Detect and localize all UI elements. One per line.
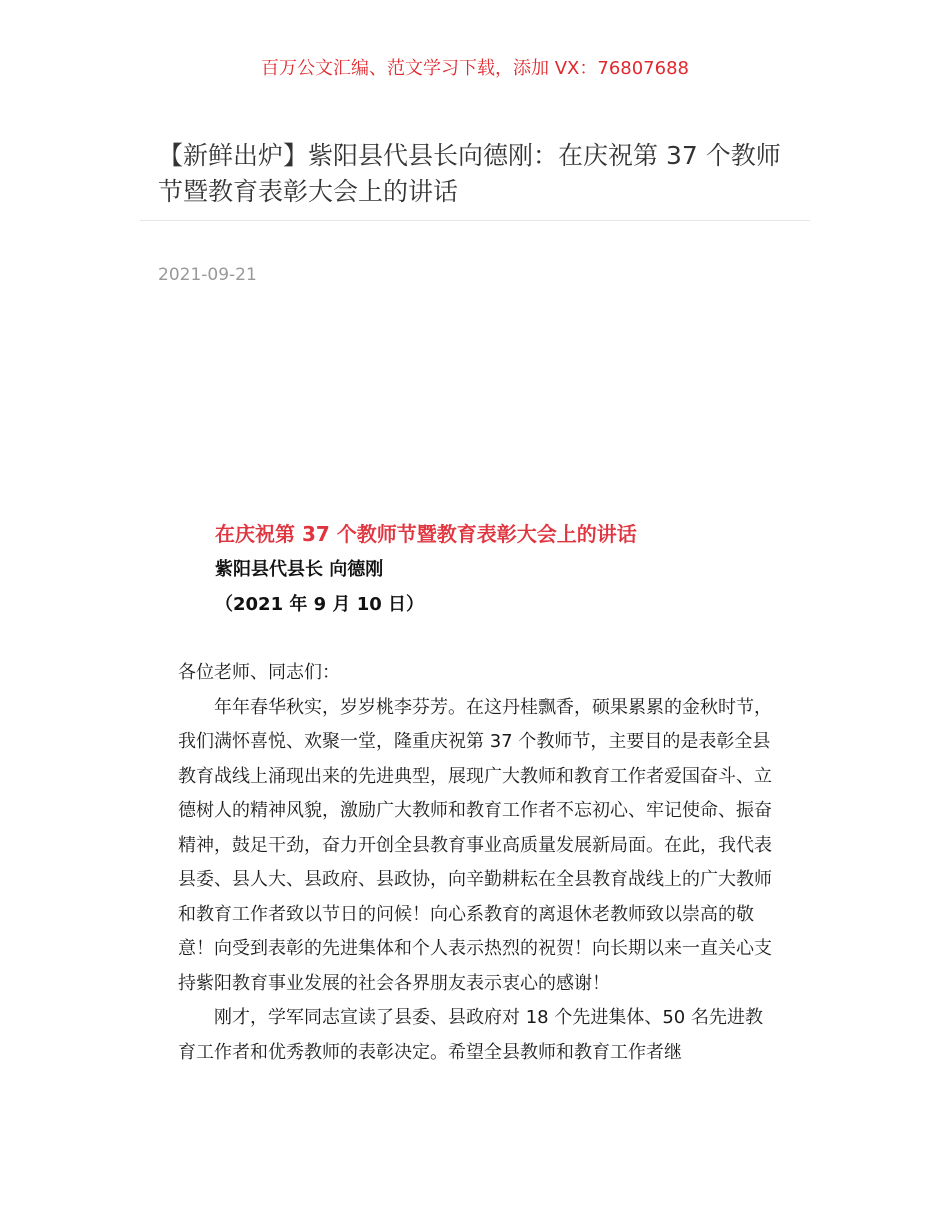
speech-date: （2021 年 9 月 10 日）	[215, 594, 425, 615]
speech-title: 在庆祝第 37 个教师节暨教育表彰大会上的讲话	[215, 522, 637, 546]
publish-date: 2021-09-21	[158, 265, 257, 285]
title-divider	[140, 220, 810, 221]
promo-banner: 百万公文汇编、范文学习下载，添加 VX：76807688	[261, 58, 689, 79]
speaker-line: 紫阳县代县长 向德刚	[215, 559, 384, 580]
salutation: 各位老师、同志们：	[178, 662, 340, 683]
speech-body	[178, 656, 774, 1070]
body-paragraph: 刚才，学军同志宣读了县委、县政府对 18 个先进集体、50 名先进教育工作者和优秀教师的表彰决定。希望全县教师和教育工作者继	[178, 1007, 763, 1063]
article-title: 【新鲜出炉】紫阳县代县长向德刚：在庆祝第 37 个教师节暨教育表彰大会上的讲话	[158, 141, 781, 206]
body-paragraph: 年年春华秋实，岁岁桃李芬芳。在这丹桂飘香，硕果累累的金秋时节，我们满怀喜悦、欢聚一堂，隆重庆祝第 37 个教师节，主要目的是表彰全县教育战线上涌现出来的先进典型，展现广大教师和教育工作者爱国奋斗、立德树人的精神风貌，激励广大教师和教育工作者不忘初心、牢记使命、振奋精神，鼓足干劲，奋力开创全县教育事业高质量发展新局面。在此，我代表县委、县人大、县政府、县政协，向辛勤耕耘在全县教育战线上的广大教师和教育工作者致以节日的问候！向心系教育的离退休老教师致以崇高的敬意！向受到表彰的先进集体和个人表示热烈的祝贺！向长期以来一直关心支持紫阳教育事业发展的社会各界朋友表示衷心的感谢！	[178, 696, 772, 994]
